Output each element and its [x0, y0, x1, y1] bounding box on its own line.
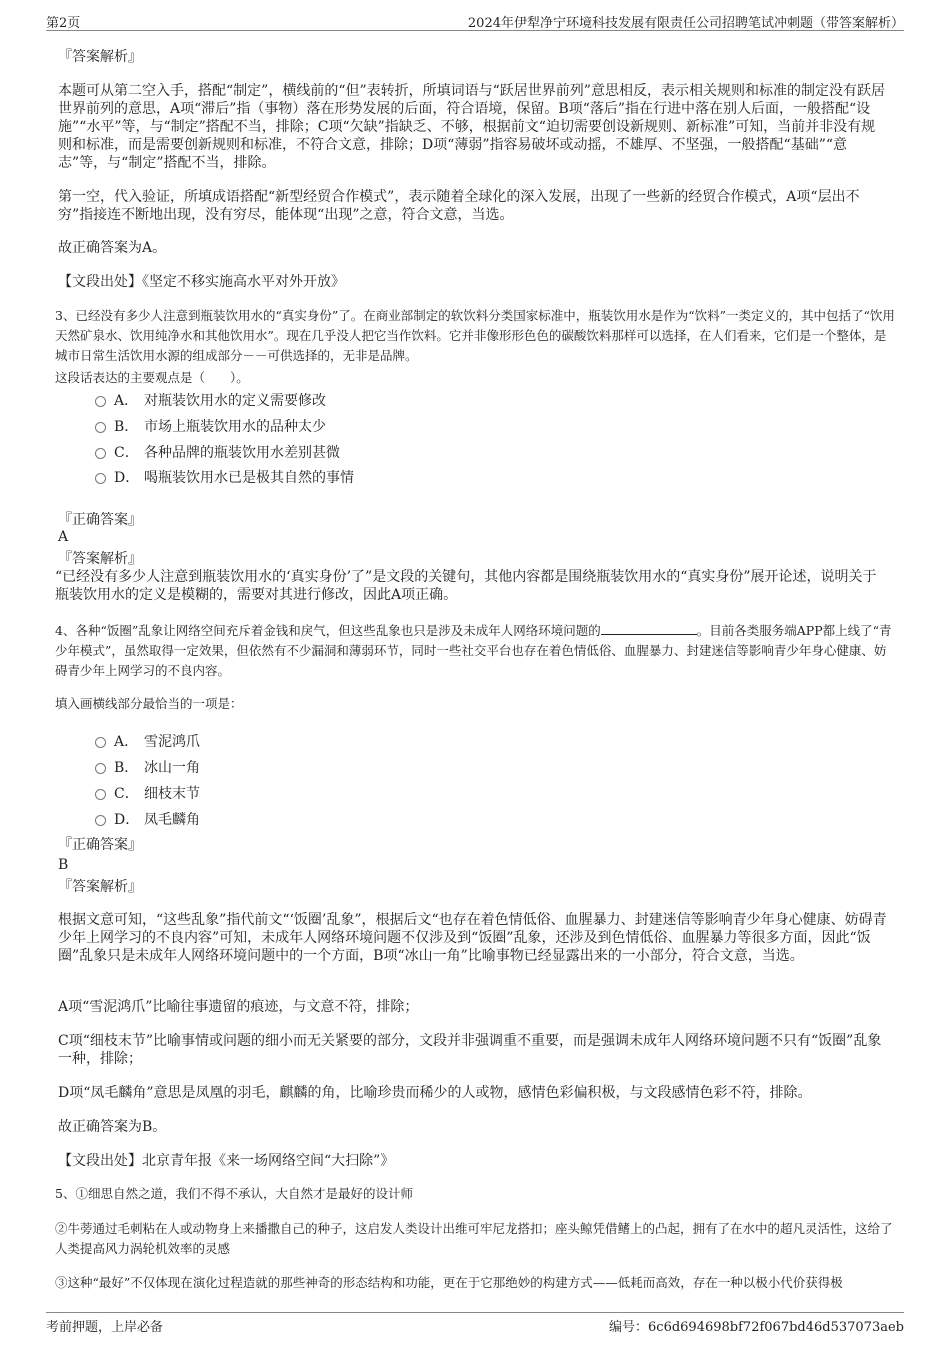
page-header — [46, 12, 904, 31]
q3-analysis: “已经没有多少人注意到瓶装饮用水的‘真实身份’了”是文段的关键句，其他内容都是围绕瓶装饮用水的“真实身份”展开论述，说明关于瓶装饮用水的定义是模糊的，需要对其进行修改，因此A项正确。 — [55, 569, 877, 603]
q4-option-b[interactable]: B． 冰山一角 — [95, 757, 200, 777]
prev-analysis-p1: 本题可从第二空入手，搭配“制定”，横线前的“但”表转折，所填词语与“跃居世界前列”意思相反，表示相关规则和标准的制定没有跃居世界前列的意思，A项“滞后”指（事物）落在形势发展的后面，符合语境，保留。B项“落后”指在行进中落在别人后面，一般搭配“设施”“水平”等，与“制定”搭配不当，排除；C项“欠缺”指缺乏、不够，根据前文“迫切需要创设新规则、新标准”可知，当前并非没有规则和标准，而是需要创新规则和标准，不符合文意，排除；D项“薄弱”指容易破坏或动摇，不雄厚、不坚强，一般搭配“基础”“意志”等，与“制定”搭配不当，排除。 — [58, 83, 885, 171]
q5-sentence-2: ②牛蒡通过毛刺粘在人或动物身上来播撒自己的种子，这启发人类设计出维可牢尼龙搭扣；座头鲸凭借鳍上的凸起，拥有了在水中的超凡灵活性，这给了人类提高风力涡轮机效率的灵感 — [55, 1221, 893, 1256]
radio-icon[interactable] — [95, 473, 106, 484]
q4-answer-tag: 『正确答案』 — [58, 837, 142, 853]
radio-icon[interactable] — [95, 789, 106, 800]
q4-analysis-tag: 『答案解析』 — [58, 879, 142, 895]
page-footer — [46, 1312, 904, 1333]
q3-option-c[interactable]: C． 各种品牌的瓶装饮用水差别甚微 — [95, 442, 340, 462]
footer-slogan: 考前押题，上岸必备 — [46, 1320, 164, 1335]
document-id: 编号：6c6d694698bf72f067bd46d537073aeb — [609, 1320, 904, 1335]
q4-analysis-1: 根据文意可知，“这些乱象”指代前文“‘饭圈’乱象”，根据后文“也存在着色情低俗、血腥暴力、封建迷信等影响青少年身心健康、妨碍青少年上网学习的不良内容”可知，未成年人网络环境问题不仅涉及到“饭圈”乱象，还涉及到色情低俗、血腥暴力等很多方面，因此“饭圈”乱象只是未成年人网络环境问题中的一个方面，B项“冰山一角”比喻事物已经显露出来的一小部分，符合文意，当选。 — [58, 912, 887, 964]
q4-option-c[interactable]: C． 细枝末节 — [95, 783, 200, 803]
radio-icon[interactable] — [95, 448, 106, 459]
q3-analysis-tag: 『答案解析』 — [58, 551, 142, 567]
answer-blank — [601, 622, 697, 635]
radio-icon[interactable] — [95, 396, 106, 407]
q3-option-a[interactable]: A． 对瓶装饮用水的定义需要修改 — [95, 390, 326, 410]
q4-stem: 4、各种“饭圈”乱象让网络空间充斥着金钱和戾气，但这些乱象也只是涉及未成年人网络环境问题的 。目前各类服务端APP都上线了“青少年模式”，虽然取得一定效果，但依然有不少漏洞和薄弱环节，同时一些社交平台也存在着色情低俗、血腥暴力、封建迷信等影响青少年身心健康、妨碍青少年上网学习的不良内容。 — [55, 623, 892, 678]
document-title: 2024年伊犁净宁环境科技发展有限责任公司招聘笔试冲刺题（带答案解析） — [467, 16, 904, 31]
q5-sentence-3: ③这种“最好”不仅体现在演化过程造就的那些神奇的形态结构和功能，更在于它那绝妙的构建方式——低耗而高效，存在一种以极小代价获得极 — [55, 1275, 843, 1290]
prev-analysis-tag: 『答案解析』 — [58, 49, 142, 65]
q3-answer: A — [58, 529, 69, 545]
q4-option-a[interactable]: A． 雪泥鸿爪 — [95, 731, 200, 751]
prev-analysis-p2: 第一空，代入验证，所填成语搭配“新型经贸合作模式”，表示随着全球化的深入发展，出现了一些新的经贸合作模式，A项“层出不穷”指接连不断地出现，没有穷尽，能体现“出现”之意，符合文意，当选。 — [58, 189, 860, 223]
radio-icon[interactable] — [95, 763, 106, 774]
q4-analysis-2: A项“雪泥鸿爪”比喻往事遗留的痕迹，与文意不符，排除； — [58, 999, 419, 1015]
q3-stem: 3、已经没有多少人注意到瓶装饮用水的“真实身份”了。在商业部制定的软饮料分类国家标准中，瓶装饮用水是作为“饮料”一类定义的，其中包括了“饮用天然矿泉水、饮用纯净水和其他饮用水”。现在几乎没人把它当作饮料。它并非像形形色色的碳酸饮料那样可以选择，在人们看来，它们是一个整体，是城市日常生活饮用水源的组成部分－－可供选择的，无非是品牌。 — [55, 308, 895, 363]
q3-answer-tag: 『正确答案』 — [58, 512, 142, 528]
q4-source: 【文段出处】北京青年报《来一场网络空间“大扫除”》 — [58, 1153, 395, 1169]
q4-option-d[interactable]: D． 凤毛麟角 — [95, 809, 200, 829]
q3-option-b[interactable]: B． 市场上瓶装饮用水的品种太少 — [95, 416, 326, 436]
q4-analysis-3: C项“细枝末节”比喻事情或问题的细小而无关紧要的部分，文段并非强调重不重要，而是强调未成年人网络环境问题不只有“饭圈”乱象一种，排除； — [58, 1033, 882, 1067]
radio-icon[interactable] — [95, 422, 106, 433]
q4-analysis-4: D项“凤毛麟角”意思是凤凰的羽毛，麒麟的角，比喻珍贵而稀少的人或物，感情色彩偏积极，与文段感情色彩不符，排除。 — [58, 1085, 812, 1101]
q5-sentence-1: 5、①细思自然之道，我们不得不承认，大自然才是最好的设计师 — [55, 1186, 413, 1201]
radio-icon[interactable] — [95, 815, 106, 826]
page-number: 第2页 — [46, 16, 81, 31]
q3-ask: 这段话表达的主要观点是（ ）。 — [55, 370, 249, 385]
prev-source: 【文段出处】《坚定不移实施高水平对外开放》 — [58, 274, 345, 290]
radio-icon[interactable] — [95, 737, 106, 748]
q3-option-d[interactable]: D． 喝瓶装饮用水已是极其自然的事情 — [95, 467, 354, 487]
q4-ask: 填入画横线部分最恰当的一项是： — [55, 696, 243, 711]
q4-answer: B — [58, 857, 69, 873]
q4-conclusion: 故正确答案为B。 — [58, 1119, 167, 1135]
prev-conclusion: 故正确答案为A。 — [58, 240, 167, 256]
